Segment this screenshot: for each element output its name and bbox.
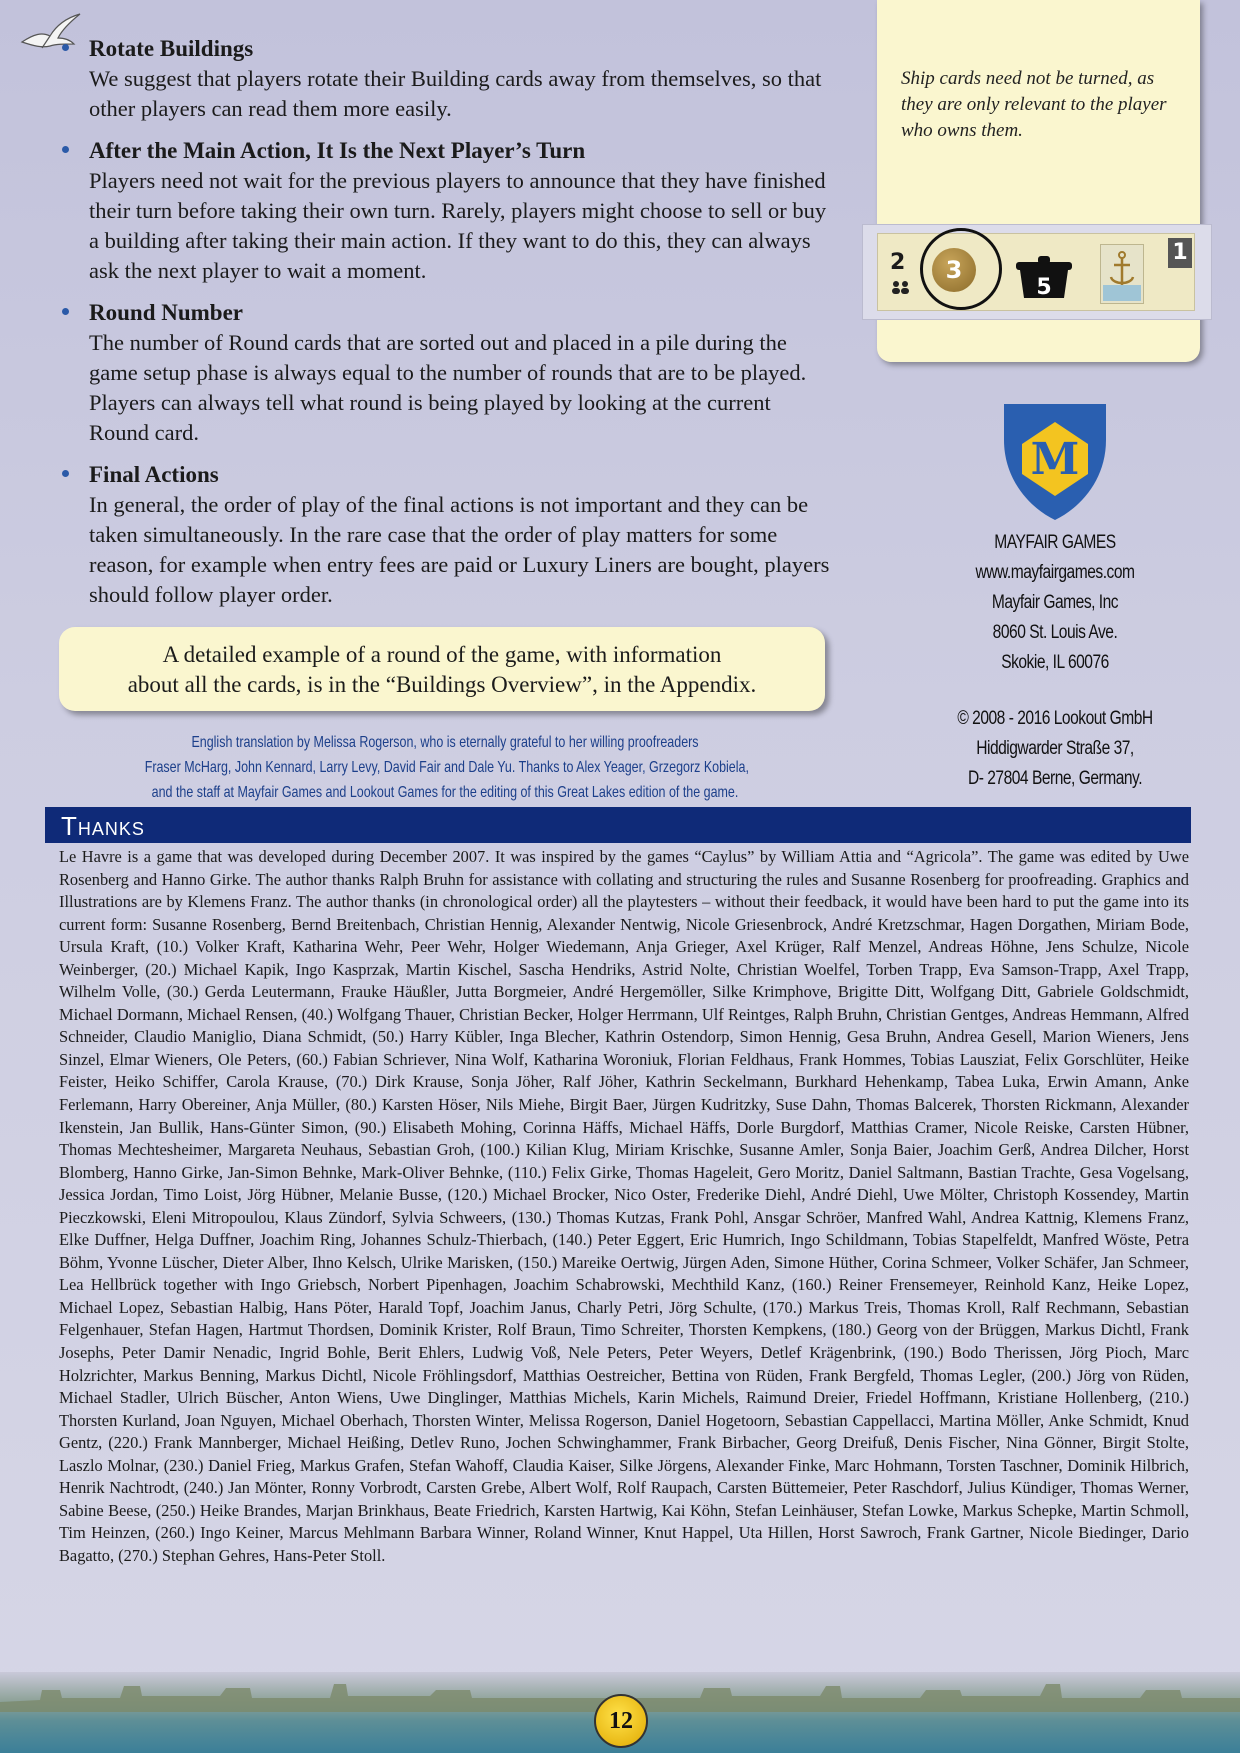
bullet-title: After the Main Action, It Is the Next Player’s Turn bbox=[89, 138, 586, 163]
bullet-text: Players need not wait for the previous players to announce that they have finished their turn before taking their own turn. Rarely, players might choose to sell or buy a building after taking their main action. If they want to do this, they can always ask the next player to wait a moment. bbox=[89, 168, 827, 283]
bullet-dot bbox=[62, 146, 69, 153]
thanks-title: Thanks bbox=[61, 811, 145, 841]
translation-credits bbox=[60, 730, 830, 805]
bullet-rotate-buildings bbox=[62, 34, 832, 124]
publisher-company: Mayfair Games, Inc bbox=[991, 592, 1119, 613]
appendix-note-box bbox=[59, 627, 825, 711]
bullet-text: The number of Round cards that are sorted out and placed in a pile during the game setup phase is always equal to the number of rounds that are to be played. Players can always tell what round is being played by looking at the current Round card. bbox=[89, 330, 807, 445]
anchor-icon bbox=[1100, 244, 1144, 304]
round-badge: 1 bbox=[1168, 238, 1192, 268]
logo-letter: M bbox=[1030, 434, 1080, 485]
thanks-heading-bar bbox=[45, 807, 1191, 843]
bullet-final-actions bbox=[62, 460, 832, 610]
publisher-city: Skokie, IL 60076 bbox=[1001, 652, 1109, 673]
people-icon bbox=[890, 280, 912, 294]
bullet-round-number bbox=[62, 298, 832, 448]
food-pot-icon bbox=[1012, 252, 1076, 300]
bullet-title: Round Number bbox=[89, 300, 244, 325]
bullet-dot bbox=[62, 308, 69, 315]
publisher-website: www.mayfairgames.com bbox=[975, 562, 1135, 583]
ship-note-text: Ship cards need not be turned, as they are only relevant to the player who owns them. bbox=[901, 68, 1167, 141]
bullet-text: We suggest that players rotate their Building cards away from themselves, so that other players can read them more easily. bbox=[89, 66, 822, 121]
publisher-name: MAYFAIR GAMES bbox=[994, 532, 1116, 553]
bullet-title: Rotate Buildings bbox=[89, 36, 254, 61]
appendix-note-line: A detailed example of a round of the game, with information bbox=[162, 642, 722, 667]
bullet-next-player-turn bbox=[62, 136, 832, 286]
player-count: 2 bbox=[890, 250, 906, 275]
food-value: 5 bbox=[1036, 275, 1052, 300]
ship-card bbox=[877, 233, 1195, 311]
copyright-street: Hiddigwarder Straße 37, bbox=[976, 738, 1134, 759]
bullet-dot bbox=[62, 44, 69, 51]
appendix-note-line: about all the cards, is in the “Buildings Overview”, in the Appendix. bbox=[127, 672, 757, 697]
rules-bullet-list bbox=[62, 34, 832, 622]
thanks-body-text: Le Havre is a game that was developed during December 2007. It was inspired by the games “Caylus” by William Attia and “Agricola”. The game was edited by Uwe Rosenberg and Hanno Girke. The author thanks Ralph Bruhn for assistance with collating and structuring the rules and Susanne Rosenberg for proofreading. Graphics and Illustrations are by Klemens Franz. The author thanks (in chronological order) all the playtesters – without their feedback, it would have been hard to put the game into its current form: Susanne Rosenberg, Bernd Breitenbach, Christian Hennig, Alexander Nentwig, Nicole Griesenbrock, André Kretzschmar, Hagen Dorgathen, Miriam Bode, Ursula Kraft, (10.) Volker Kraft, Katharina Wehr, Peer Wehr, Holger Wiedemann, Anja Grieger, Axel Krüger, Ralf Menzel, Andreas Höhne, Jens Schulze, Nicole Weinberger, (20.) Michael Kapik, Ingo Kasprzak, Martin Kischel, Sascha Hendriks, Astrid Nolte, Christian Woelfel, Torben Trapp, Eva Samson-Trapp, Axel Trapp, Wilhelm Volle, (30.) Gerda Leutermann, Frauke Häußler, Jutta Borgmeier, André Hergemöller, Silke Krimphove, Brigitte Ditt, Wolfgang Ditt, Gabriele Goldschmidt, Michael Dormann, Michael Rensen, (40.) Wolfgang Thauer, Christian Becker, Holger Herrmann, Ulf Reintges, Ralph Bruhn, Christian Gentges, Andreas Hemmann, Alfred Schneider, Claudio Maniglio, Diana Schmidt, (50.) Harry Kübler, Inga Blecher, Kathrin Ostendorp, Simon Hennig, Gesa Bruhn, Andrea Gesell, Marion Wieners, Jens Sinzel, Elmar Wieners, Ole Peters, (60.) Fabian Schriever, Nina Wolf, Katharina Woroniuk, Florian Feldhaus, Frank Hommes, Tobias Lausziat, Felix Gorschlüter, Heike Feister, Heiko Schiffer, Carola Krause, (70.) Dirk Krause, Sonja Jöher, Ralf Jöher, Kathrin Seckelmann, Burkhard Hehenkamp, Tabea Luka, Erwin Amann, Anke Ferlemann, Harry Obereiner, Anja Müller, (80.) Karsten Höser, Nils Miehe, Birgit Baer, Jürgen Kudritzky, Suse Dahn, Thomas Balcerek, Thorsten Rickmann, Alexander Ikenstein, Jan Bullik, Hans-Günter Simon, (90.) Elisabeth Mohing, Corinna Häffs, Michael Häffs, Dorle Burgdorf, Matthias Cramer, Nicole Reiske, Carsten Hübner, Thomas Mechtesheimer, Margareta Neuhaus, Sebastian Groh, (100.) Kilian Klug, Miriam Krischke, Susanne Amler, Sonja Baier, Joachim Gerß, Andrea Dilcher, Horst Blomberg, Hanno Girke, Jan-Simon Behnke, Mark-Oliver Behnke, (110.) Felix Girke, Thomas Hageleit, Gero Moritz, Daniel Saltmann, Bastian Trachte, Gesa Vogelsang, Jessica Jordan, Timo Loist, Jörg Hübner, Melanie Busse, (120.) Michael Brocker, Nico Oster, Frederike Diehl, André Diehl, Uwe Mölter, Christoph Kossendey, Martin Pieczkowski, Eleni Mitropoulou, Klaus Zündorf, Sylvia Schweers, (130.) Thomas Kutzas, Frank Pohl, Ansgar Schröer, Manfred Wahl, Andrea Kattnig, Klemens Franz, Elke Duffner, Helga Duffner, Joachim Ring, Johannes Schulz-Thierbach, (140.) Peter Eggert, Eric Humrich, Ingo Schildmann, Tobias Stapelfeldt, Manfred Wöste, Petra Böhm, Yvonne Lüscher, Dieter Alber, Ihno Kelsch, Ulrike Marisken, (150.) Mareike Oertwig, Jürgen Aden, Simone Hüther, Corina Schmeer, Volker Schäfer, Jan Schmeer, Lea Hellbrück together with Ingo Griebsch, Norbert Pipenhagen, Joachim Schabrowski, Mechthild Kanz, (160.) Reiner Frensemeyer, Reinhold Kanz, Heike Lopez, Michael Lopez, Sebastian Halbig, Hans Pöter, Harald Topf, Joachim Janus, Charly Petri, Jörg Schulte, (170.) Markus Treis, Thomas Kroll, Ralf Rechmann, Sebastian Felgenhauer, Stefan Hagen, Hartmut Thordsen, Dominik Krister, Rolf Braun, Timo Schreiter, Thorsten Kempkens, (180.) Georg von der Brüggen, Markus Dichtl, Frank Josephs, Peter Damir Nenadic, Ingrid Bohle, Berit Ehlers, Ludwig Voß, Nele Peters, Peter Weyers, Detlef Krägenbrink, (190.) Bodo Therissen, Jörg Pioch, Marc Holzrichter, Markus Benning, Markus Dichtl, Nicole Fröhlingsdorf, Matthias Oestreicher, Bettina von Rüden, Frank Bergfeld, Thomas Legler, (200.) Jörg von Rüden, Michael Stadler, Ulrich Büscher, Anton Wiens, Uwe Dinglinger, Matthias Michels, Karin Michels, Raimund Dreier, Friedel Hoffmann, Kristiane Hollenberg, (210.) Thorsten Kurland, Joan Nguyen, Michael Oberhach, Thorsten Winter, Melissa Rogerson, Daniel Hogetoorn, Sebastian Cappellacci, Martina Möller, Anke Schmidt, Knud Gentz, (220.) Frank Mannberger, Michael Heißing, Detlev Runo, Jochen Schwinghammer, Frank Birbacher, Georg Dreifuß, Denis Fischer, Nina Gönner, Birgit Stolte, Laszlo Molnar, (230.) Daniel Frieg, Markus Grafen, Stefan Wahoff, Claudia Kaiser, Silke Jörgens, Alexander Finke, Marc Hohmann, Torsten Taschner, Dominik Hilbrich, Henrik Nachtrodt, (240.) Jan Mönter, Ronny Vorbrodt, Carsten Grebe, Albert Wolf, Rolf Raupach, Carsten Büttemeier, Peter Raschdorf, Julius Kündiger, Thomas Werner, Sabine Beese, (250.) Heike Brandes, Marjan Brinkhaus, Beate Friedrich, Karsten Hartwig, Kai Köhn, Stefan Leinhäuser, Stefan Lowke, Markus Schepke, Martin Schmoll, Tim Heinzen, (260.) Ingo Keiner, Marcus Mehlmann Barbara Winner, Roland Winner, Knut Happel, Uta Hillen, Horst Sawroch, Frank Gartner, Nicole Biedinger, Dario Bagatto, (270.) Stephan Gehres, Hans-Peter Stoll. bbox=[59, 847, 1189, 1565]
bullet-text: In general, the order of play of the final actions is not important and they can be taken simultaneously. In the rare case that the order of play matters for some reason, for example when entry fees are paid or Luxury Liners are bought, players should follow player order. bbox=[89, 492, 830, 607]
franc-coin-icon: 3 bbox=[932, 248, 976, 292]
mayfair-logo-icon bbox=[1000, 400, 1110, 522]
translation-line: English translation by Melissa Rogerson, who is eternally grateful to her willing proofreaders bbox=[191, 734, 699, 751]
bullet-dot bbox=[62, 470, 69, 477]
copyright-line: © 2008 - 2016 Lookout GmbH bbox=[957, 708, 1153, 729]
bullet-title: Final Actions bbox=[89, 462, 219, 487]
copyright-city: D- 27804 Berne, Germany. bbox=[967, 768, 1143, 789]
page-number-badge: 12 bbox=[594, 1694, 648, 1748]
copyright-block bbox=[920, 704, 1190, 794]
publisher-street: 8060 St. Louis Ave. bbox=[992, 622, 1118, 643]
publisher-address bbox=[930, 528, 1180, 678]
translation-line: Fraser McHarg, John Kennard, Larry Levy, David Fair and Dale Yu. Thanks to Alex Yeager, Grzegorz Kobiela, bbox=[144, 759, 749, 776]
translation-line: and the staff at Mayfair Games and Lookout Games for the editing of this Great Lakes edition of the game. bbox=[151, 784, 739, 801]
ship-card-example bbox=[862, 224, 1212, 320]
